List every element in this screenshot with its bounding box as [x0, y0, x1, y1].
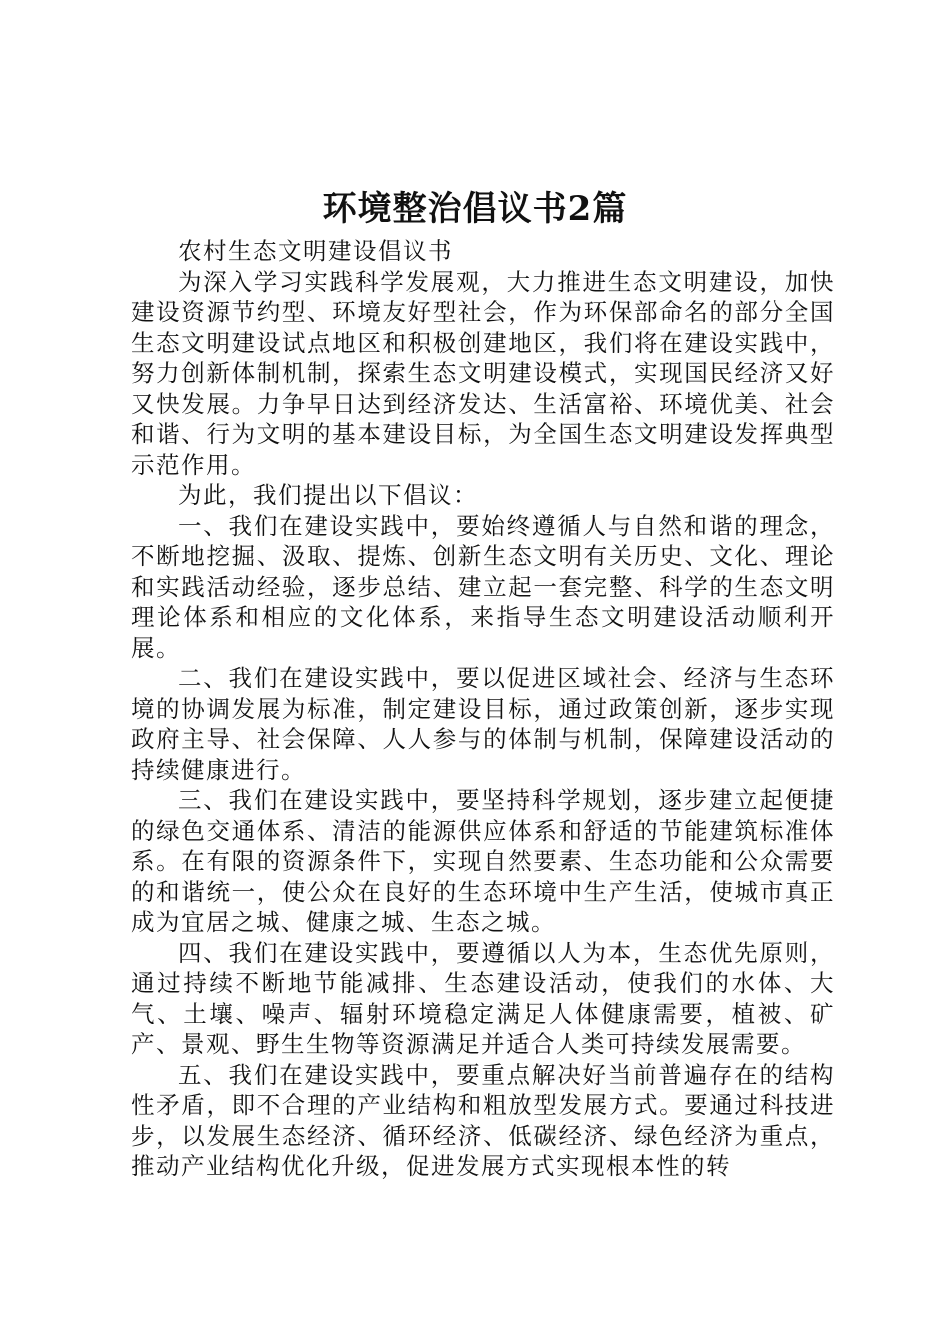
- paragraph: 四、我们在建设实践中，要遵循以人为本，生态优先原则，通过持续不断地节能减排、生态建设活动，使我们的水体、大气、土壤、噪声、辐射环境稳定满足人体健康需要，植被、矿产、景观、野生生物等资源满足并适合人类可持续发展需要。: [131, 938, 835, 1058]
- document-body: [131, 236, 835, 1182]
- paragraph-subtitle: 农村生态文明建设倡议书: [178, 237, 453, 265]
- paragraph: 为深入学习实践科学发展观，大力推进生态文明建设，加快建设资源节约型、环境友好型社会，作为环保部命名的部分全国生态文明建设试点地区和积极创建地区，我们将在建设实践中，努力创新体制机制，探索生态文明建设模式，实现国民经济又好又快发展。力争早日达到经济发达、生活富裕、环境优美、社会和谐、行为文明的基本建设目标，为全国生态文明建设发挥典型示范作用。: [131, 267, 835, 479]
- document-title: 环境整治倡议书2篇: [322, 189, 628, 229]
- paragraph: 一、我们在建设实践中，要始终遵循人与自然和谐的理念，不断地挖掘、汲取、提炼、创新生态文明有关历史、文化、理论和实践活动经验，逐步总结、建立起一套完整、科学的生态文明理论体系和相应的文化体系，来指导生态文明建设活动顺利开展。: [131, 511, 835, 662]
- paragraph: 三、我们在建设实践中，要坚持科学规划，逐步建立起便捷的绿色交通体系、清洁的能源供应体系和舒适的节能建筑标准体系。在有限的资源条件下，实现自然要素、生态功能和公众需要的和谐统一，使公众在良好的生态环境中生产生活，使城市真正成为宜居之城、健康之城、生态之城。: [131, 786, 835, 936]
- paragraph: 二、我们在建设实践中，要以促进区域社会、经济与生态环境的协调发展为标准，制定建设目标，通过政策创新，逐步实现政府主导、社会保障、人人参与的体制与机制，保障建设活动的持续健康进行。: [131, 664, 835, 784]
- paragraph: 为此，我们提出以下倡议：: [178, 481, 478, 509]
- paragraph: 五、我们在建设实践中，要重点解决好当前普遍存在的结构性矛盾，即不合理的产业结构和粗放型发展方式。要通过科技进步，以发展生态经济、循环经济、低碳经济、绿色经济为重点，推动产业结构优化升级，促进发展方式实现根本性的转: [131, 1060, 835, 1180]
